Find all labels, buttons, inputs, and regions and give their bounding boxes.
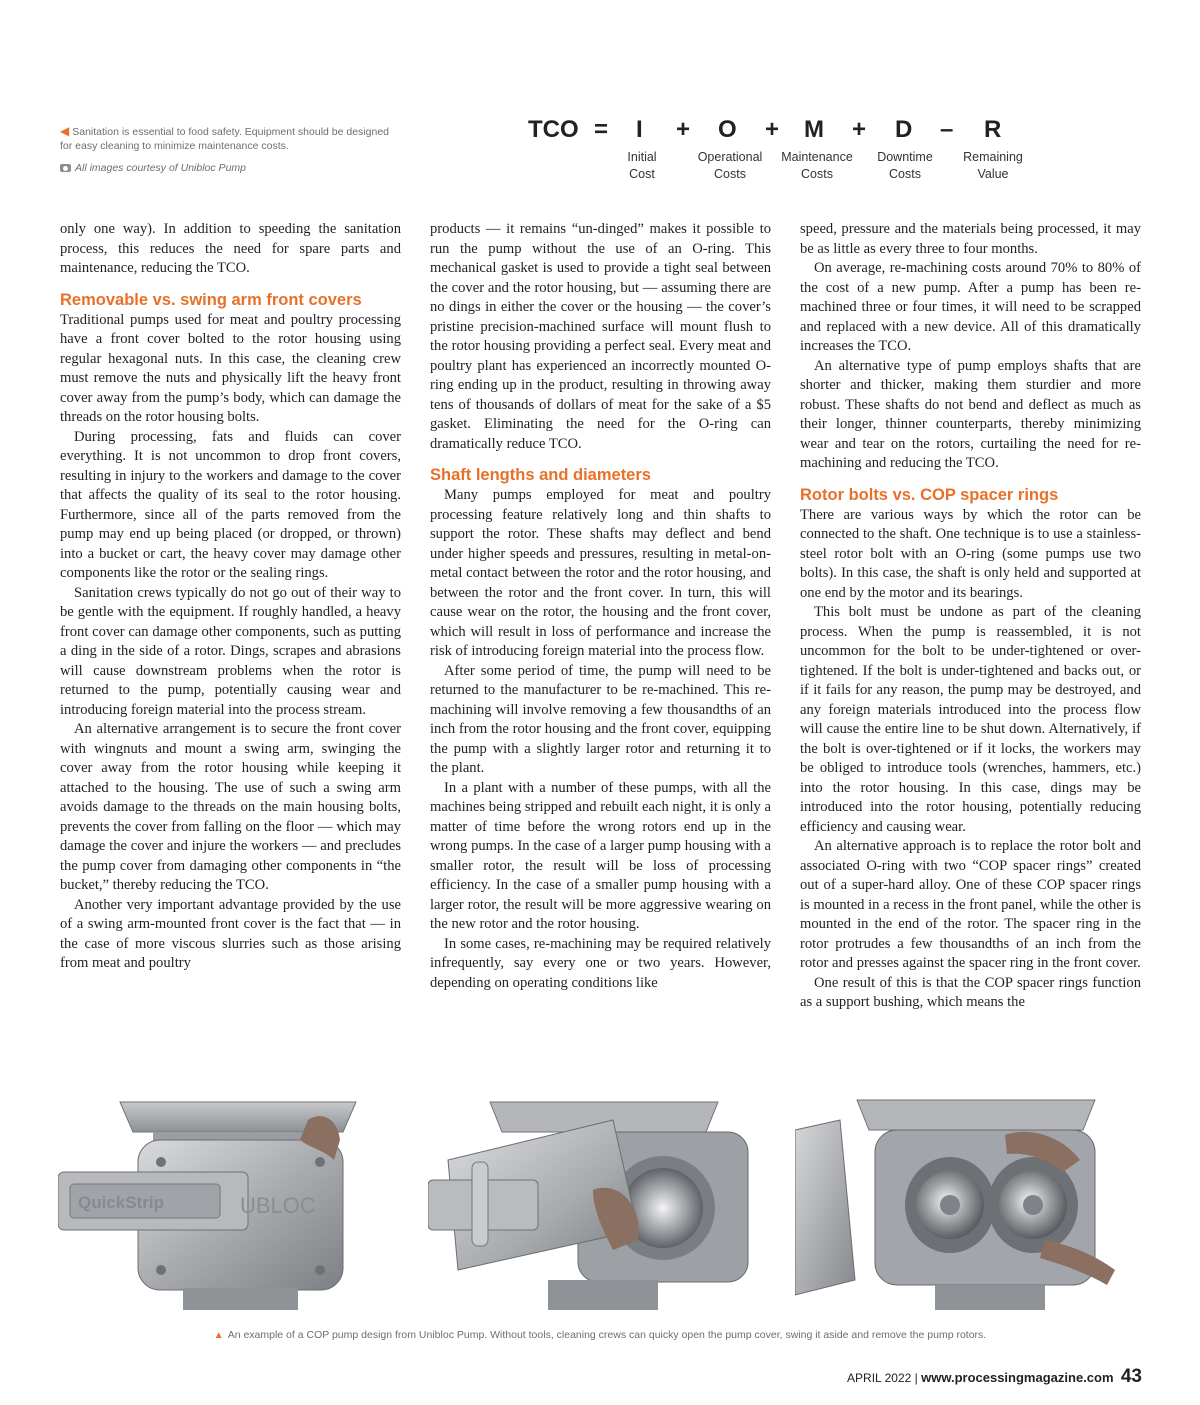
left-triangle-icon: ◀ [60,124,70,138]
formula-symbol: + [852,116,867,143]
paragraph: On average, re-machining costs around 70% to 80% of the cost of a new pump. After a pump has been re-machined three or four times, it will need to be scrapped and replaced with a new device. All of this dramatically increases the TCO. [800,260,1141,354]
paragraph: Sanitation crews typically do not go out of their way to be gentle with the equipment. If roughly handled, a heavy front cover can damage other components, such as putting a ding in the side of a rotor. Dings, scrapes and abrasions will cause downstream problems when the rotor is returned to the pump, potentially causing wear and introducing foreign material into the process stream. [60,584,401,718]
caption-text: Sanitation is essential to food safety. Equipment should be designed for easy cleaning to minimize maintenance costs. [60,126,389,152]
formula-label: Operational Costs [697,150,763,181]
formula-symbol: = [594,116,609,143]
paragraph: only one way). In addition to speeding the sanitation process, this reduces the need for spare parts and maintenance, reducing the TCO. [60,221,401,276]
section-heading: Shaft lengths and diameters [430,466,651,484]
paragraph: One result of this is that the COP spacer rings function as a support bushing, which means the [800,974,1141,1010]
up-triangle-icon: ▲ [213,1330,224,1341]
pump-open-illustration [795,1080,1142,1310]
paragraph: This bolt must be undone as part of the cleaning process. When the pump is reassembled, it is not uncommon for the bolt to be under-tightened or over-tightened. If the bolt is under-tightened and backs out, or if it fails for any reason, the pump may be destroyed, and any foreign materials introduced into the process flow will cause the entire line to be shut down. Alternatively, if the bolt is over-tightened or if it locks, the workers may be obliged to introduce tools (wrenches, hammers, etc.) into the rotor housing. In this case, dings may be introduced into the rotor housing, potentially reducing efficiency and causing wear. [800,604,1141,835]
formula-symbol: D [895,116,913,143]
paragraph: An alternative arrangement is to secure the front cover with wingnuts and mount a swing arm, swinging the cover away from the rotor housing while keeping it attached to the housing. The use of such a swing arm avoids damage to the threads on the main housing bolts, prevents the cover from falling on the floor — which may damage the cover and injure the workers — and precludes the pump cover from damaging other components in “the bucket,” thereby reducing the TCO. [60,721,401,893]
paragraph: products — it remains “un-dinged” makes it possible to run the pump without the use of an O-ring. This mechanical gasket is used to provide a tight seal between the cover and the rotor housing, but — assuming there are no dings in either the cover or the housing — the cover’s pristine precision-machined surface will mount flush to the rotor housing providing a perfect seal. Every meat and poultry plant has experienced an incorrectly mounted O-ring ending up in the product, resulting in throwing away tens of thousands of dollars of meat for the sake of a $5 gasket. Eliminating the need for the O-ring can dramatically reduce TCO. [430,221,771,452]
paragraph: In a plant with a number of these pumps, with all the machines being stripped and rebuilt each night, it is only a matter of time before the wrong rotors end up in the wrong pumps. In the case of a larger pump housing with a smaller rotor, the result will be loss of processing efficiency. In the case of a smaller pump housing with a larger rotor, the result will be more aggressive wearing on the new rotor and the rotor housing. [430,779,771,932]
pump-closed-illustration [58,1080,403,1310]
footer-separator: | [914,1371,918,1385]
paragraph: During processing, fats and fluids can cover everything. It is not uncommon to drop front covers, resulting in injury to the workers and damage to the cover that affects the quality of its seal to the rotor housing. Furthermore, since all of the parts removed from the pump may end up being placed (or dropped, or thrown) into a bucket or cart, the heavy cover may damage other components like the rotor or the sealing rings. [60,428,401,581]
paragraph: In some cases, re-machining may be required relatively infrequently, say every one or two years. However, depending on operating conditions like [430,935,771,991]
formula-label: Maintenance Costs [781,150,853,181]
pump-photo-open [795,1080,1142,1310]
pump-opening-illustration [428,1080,773,1310]
paragraph: speed, pressure and the materials being processed, it may be as little as every three to four months. [800,221,1141,257]
pump-photo-closed [58,1080,403,1310]
formula-symbol: + [676,116,691,143]
paragraph: An alternative approach is to replace the rotor bolt and associated O-ring with two “COP spacer rings” created out of a super-hard alloy. One of these COP spacer rings is mounted in a recess in the front panel, while the other is mounted in the end of the rotor. The spacer ring in the rotor protrudes a few thousandths of an inch from the rotor and presses against the spacer ring in the front cover. [800,838,1141,971]
article-column-1 [60,220,401,974]
formula-symbol: I [636,116,643,143]
photo-caption-top [60,124,400,153]
formula-symbol: – [940,116,954,143]
page-number: 43 [1120,1366,1142,1387]
paragraph: Many pumps employed for meat and poultry processing feature relatively long and thin shafts to support the rotor. These shafts may deflect and bend under higher speeds and pressures, resulting in metal-on-metal contact between the rotor and the rotor housing, and between the rotor and the front cover. In turn, this will cause wear on the rotor, the housing and the front cover, which will result in loss of performance and increase the risk of introducing foreign material into the process flow. [430,487,771,659]
formula-label: Downtime Costs [877,150,933,181]
paragraph: Another very important advantage provided by the use of a swing arm-mounted front cover is the fact that — in the case of more viscous slurries such as those arising from meat and poultry [60,896,401,971]
paragraph: After some period of time, the pump will need to be returned to the manufacturer to be re-machined. This re-machining will involve removing a few thousandths of an inch from the rotor housing and the front cover, equipping the pump with a slightly larger rotor and returning it to the plant. [430,662,771,776]
logo-text: UBLOC [240,1193,316,1218]
formula-label: Remaining Value [963,150,1023,181]
formula-symbol: O [718,116,737,143]
website-url: www.processingmagazine.com [921,1370,1114,1385]
paragraph: An alternative type of pump employs shafts that are shorter and thicker, making them sturdier and more robust. These shafts do not bend and deflect as much as their longer, thinner counterparts, thereby minimizing wear and tear on the rotors, curtailing the need for re-machining and reducing the TCO. [800,357,1141,471]
formula-symbol: TCO [528,116,579,143]
formula-symbol: R [984,116,1002,143]
photo-credit [60,162,246,174]
formula-symbol: M [804,116,824,143]
paragraph: Traditional pumps used for meat and poultry processing have a front cover bolted to the rotor housing using regular hexagonal nuts. In this case, the cleaning crew must remove the nuts and physically lift the heavy front cover away from the pump’s body, which can damage the threads on the rotor housing bolts. [60,311,401,425]
caption-text: An example of a COP pump design from Unibloc Pump. Without tools, cleaning crews can quicky open the pump cover, swing it aside and remove the pump rotors. [227,1329,987,1341]
section-heading: Removable vs. swing arm front covers [60,290,362,309]
paragraph: There are various ways by which the rotor can be connected to the shaft. One technique is to use a stainless-steel rotor bolt with an O-ring (some pumps use two bolts). In this case, the shaft is only held and supported at one end by the motor and its bearings. [800,506,1141,601]
pump-photo-opening [428,1080,773,1310]
section-heading: Rotor bolts vs. COP spacer rings [800,485,1059,504]
tco-formula [528,116,1038,186]
formula-symbol: + [765,116,780,143]
photo-caption-bottom [60,1329,1140,1341]
brand-text: QuickStrip [78,1193,164,1212]
formula-label: Initial Cost [627,150,657,181]
article-column-3 [800,220,1141,1013]
credit-text: All images courtesy of Unibloc Pump [75,162,246,174]
camera-icon [60,164,71,172]
article-column-2 [430,220,771,993]
page-footer [847,1366,1142,1388]
issue-date: APRIL 2022 [847,1371,912,1385]
